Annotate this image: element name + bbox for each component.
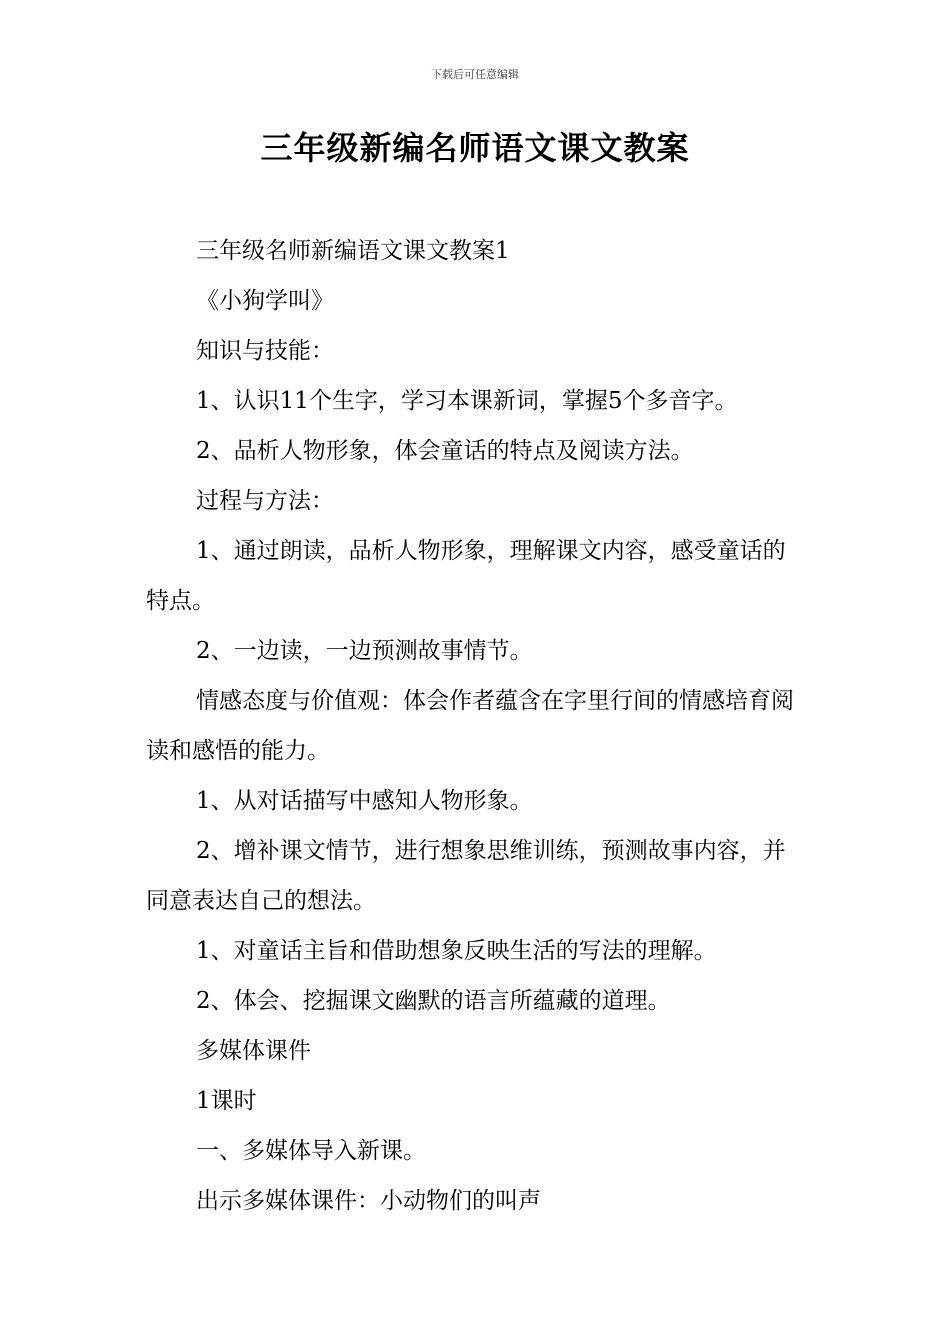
paragraph: 2、一边读，一边预测故事情节。 xyxy=(196,638,533,664)
paragraph: 1课时 xyxy=(196,1088,257,1114)
paragraph: 1、从对话描写中感知人物形象。 xyxy=(196,788,533,814)
paragraph: 1、通过朗读，品析人物形象，理解课文内容，感受童话的特点。 xyxy=(146,538,786,614)
document-title: 三年级新编名师语文课文教案 xyxy=(260,129,690,167)
paragraph: 1、认识11个生字，学习本课新词，掌握5个多音字。 xyxy=(196,388,738,414)
paragraph: 知识与技能： xyxy=(196,338,334,364)
paragraph: 2、增补课文情节，进行想象思维训练，预测故事内容，并同意表达自己的想法。 xyxy=(146,838,786,914)
document-body xyxy=(146,226,806,1226)
paragraph: 三年级名师新编语文课文教案1 xyxy=(196,238,510,264)
paragraph: 《小狗学叫》 xyxy=(196,288,334,314)
paragraph: 2、体会、挖掘课文幽默的语言所蕴藏的道理。 xyxy=(196,988,671,1014)
paragraph: 1、对童话主旨和借助想象反映生活的写法的理解。 xyxy=(196,938,717,964)
paragraph: 2、品析人物形象，体会童话的特点及阅读方法。 xyxy=(196,438,694,464)
paragraph: 情感态度与价值观：体会作者蕴含在字里行间的情感培育阅读和感悟的能力。 xyxy=(146,688,794,764)
paragraph: 出示多媒体课件：小动物们的叫声 xyxy=(196,1188,541,1214)
paragraph: 一、多媒体导入新课。 xyxy=(196,1138,426,1164)
header-note: 下载后可任意编辑 xyxy=(431,68,519,81)
paragraph: 多媒体课件 xyxy=(196,1038,311,1064)
paragraph: 过程与方法： xyxy=(196,488,334,514)
